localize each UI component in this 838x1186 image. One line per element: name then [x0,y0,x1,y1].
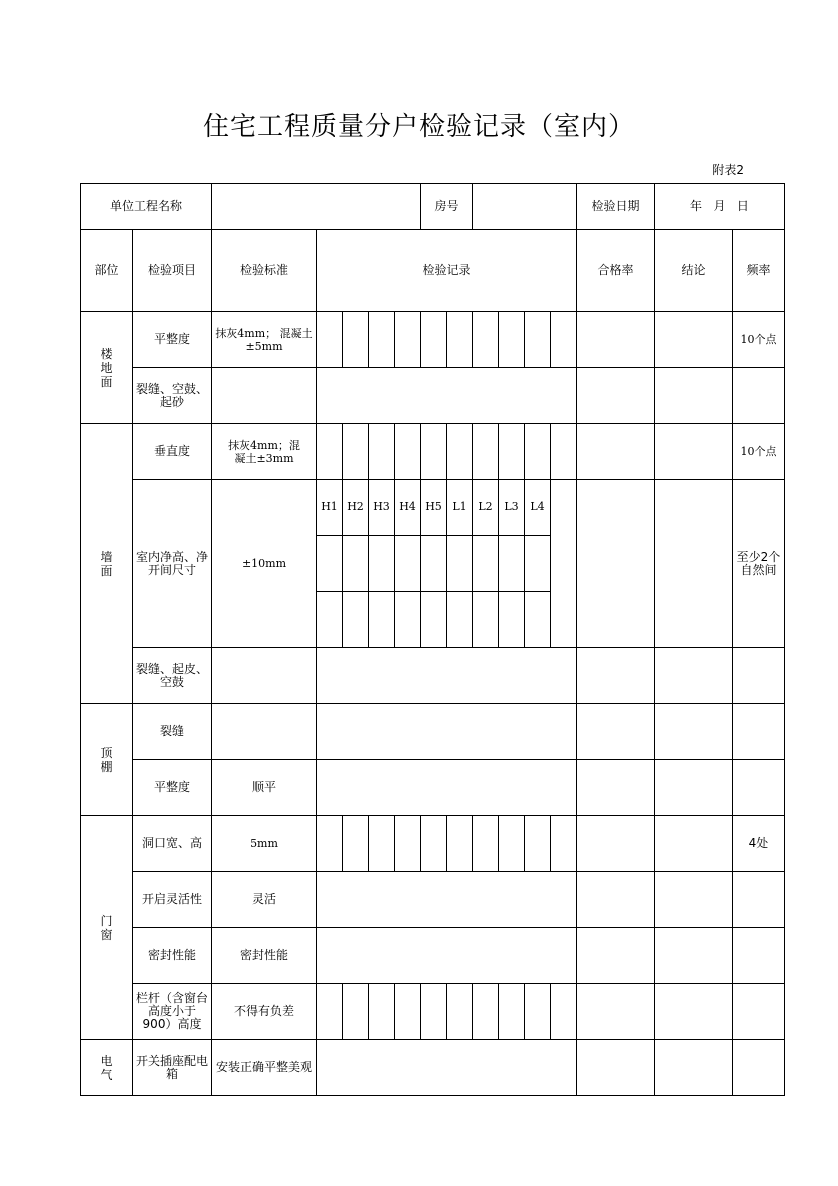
record-cell[interactable] [317,536,343,592]
frequency-wall-height: 至少2个自然间 [733,480,785,648]
conclusion-cell[interactable] [655,1040,733,1096]
record-cell[interactable] [499,984,525,1040]
subheader-h1: H1 [317,480,343,536]
item-floor-flatness: 平整度 [133,312,212,368]
record-cell[interactable] [551,816,577,872]
record-cell[interactable] [369,984,395,1040]
record-cell[interactable] [525,984,551,1040]
standard-door-sealing: 密封性能 [212,928,317,984]
frequency-cell [733,872,785,928]
standard-door-railing: 不得有负差 [212,984,317,1040]
record-cell[interactable] [499,816,525,872]
conclusion-cell[interactable] [655,480,733,648]
record-cell[interactable] [551,312,577,368]
record-cell[interactable] [421,312,447,368]
frequency-door-opening: 4处 [733,816,785,872]
item-wall-vertical: 垂直度 [133,424,212,480]
frequency-wall-vertical: 10个点 [733,424,785,480]
conclusion-cell[interactable] [655,424,733,480]
record-cell[interactable] [447,424,473,480]
form-title: 住宅工程质量分户检验记录（室内） [202,112,635,142]
record-cell[interactable] [317,928,577,984]
col-item: 检验项目 [133,230,212,312]
record-cell[interactable] [369,816,395,872]
subheader-h5: H5 [421,480,447,536]
record-cell[interactable] [447,312,473,368]
table-row [81,928,785,984]
record-cell[interactable] [395,592,421,648]
rate-cell[interactable] [577,1040,655,1096]
record-cell[interactable] [473,592,499,648]
standard-electric-switch: 安装正确平整美观 [212,1040,317,1096]
item-door-flexibility: 开启灵活性 [133,872,212,928]
table-row [81,480,785,536]
record-cell[interactable] [551,984,577,1040]
col-standard: 检验标准 [212,230,317,312]
record-cell[interactable] [395,984,421,1040]
record-cell[interactable] [525,816,551,872]
record-cell[interactable] [317,872,577,928]
rate-cell[interactable] [577,984,655,1040]
standard-floor-flatness: 抹灰4mm； 混凝土±5mm [212,312,317,368]
record-cell[interactable] [473,984,499,1040]
record-cell[interactable] [343,816,369,872]
record-cell[interactable] [499,536,525,592]
table-row [81,368,785,424]
col-record: 检验记录 [317,230,577,312]
standard-ceiling-flatness: 顺平 [212,760,317,816]
frequency-cell [733,648,785,704]
record-cell[interactable] [317,312,343,368]
table-row [81,648,785,704]
frequency-cell [733,984,785,1040]
table-row [81,424,785,480]
standard-door-opening: 5mm [212,816,317,872]
record-cell[interactable] [551,536,577,592]
frequency-cell [733,368,785,424]
item-ceiling-flatness: 平整度 [133,760,212,816]
record-cell[interactable] [343,536,369,592]
record-cell[interactable] [317,704,577,760]
record-cell[interactable] [551,592,577,648]
record-cell[interactable] [369,312,395,368]
rate-cell[interactable] [577,480,655,648]
frequency-cell [733,704,785,760]
item-wall-height: 室内净高、净开间尺寸 [133,480,212,648]
record-cell[interactable] [395,312,421,368]
record-cell[interactable] [499,424,525,480]
table-row [81,312,785,368]
column-header-row [81,230,785,312]
subheader-h3: H3 [369,480,395,536]
conclusion-cell[interactable] [655,704,733,760]
record-cell[interactable] [499,592,525,648]
record-cell[interactable] [551,480,577,536]
frequency-cell [733,928,785,984]
part-floor: 楼地面 [81,312,133,424]
frequency-floor-flatness: 10个点 [733,312,785,368]
inspection-table [80,183,785,1096]
record-cell[interactable] [369,536,395,592]
item-wall-crack: 裂缝、起皮、空鼓 [133,648,212,704]
table-row [81,760,785,816]
record-cell[interactable] [343,592,369,648]
date-label: 检验日期 [577,184,655,230]
record-cell[interactable] [525,592,551,648]
col-conclusion: 结论 [655,230,733,312]
record-cell[interactable] [447,536,473,592]
item-door-opening: 洞口宽、高 [133,816,212,872]
conclusion-cell[interactable] [655,928,733,984]
standard-cell [212,368,317,424]
item-door-sealing: 密封性能 [133,928,212,984]
item-electric-switch: 开关插座配电箱 [133,1040,212,1096]
record-cell[interactable] [447,592,473,648]
col-frequency: 频率 [733,230,785,312]
frequency-cell [733,1040,785,1096]
conclusion-cell[interactable] [655,760,733,816]
record-cell[interactable] [447,984,473,1040]
rate-cell[interactable] [577,368,655,424]
subheader-l2: L2 [473,480,499,536]
standard-wall-height: ±10mm [212,480,317,648]
room-field[interactable] [473,184,577,230]
project-label: 单位工程名称 [81,184,212,230]
record-cell[interactable] [395,536,421,592]
record-cell[interactable] [473,424,499,480]
part-doorwindow: 门窗 [81,816,133,1040]
conclusion-cell[interactable] [655,816,733,872]
part-ceiling: 顶棚 [81,704,133,816]
standard-door-flexibility: 灵活 [212,872,317,928]
part-wall: 墙面 [81,424,133,704]
table-row [81,872,785,928]
record-cell[interactable] [525,424,551,480]
col-rate: 合格率 [577,230,655,312]
record-cell[interactable] [551,424,577,480]
item-door-railing: 栏杆（含窗台高度小于900）高度 [133,984,212,1040]
rate-cell[interactable] [577,816,655,872]
conclusion-cell[interactable] [655,648,733,704]
item-floor-crack: 裂缝、空鼓、起砂 [133,368,212,424]
record-cell[interactable] [369,424,395,480]
record-cell[interactable] [447,816,473,872]
standard-cell [212,648,317,704]
record-cell[interactable] [421,816,447,872]
item-ceiling-crack: 裂缝 [133,704,212,760]
record-cell[interactable] [343,984,369,1040]
standard-wall-vertical: 抹灰4mm；混凝土±3mm [212,424,317,480]
record-cell[interactable] [395,424,421,480]
rate-cell[interactable] [577,704,655,760]
record-cell[interactable] [473,536,499,592]
frequency-cell [733,760,785,816]
col-part: 部位 [81,230,133,312]
record-cell[interactable] [317,816,343,872]
record-cell[interactable] [317,984,343,1040]
conclusion-cell[interactable] [655,312,733,368]
record-cell[interactable] [317,424,343,480]
rate-cell[interactable] [577,424,655,480]
table-row [81,816,785,872]
subheader-h4: H4 [395,480,421,536]
project-field[interactable] [212,184,421,230]
record-cell[interactable] [343,424,369,480]
standard-cell [212,704,317,760]
record-cell[interactable] [369,592,395,648]
header-row [81,184,785,230]
record-cell[interactable] [421,984,447,1040]
record-cell[interactable] [317,648,577,704]
subheader-l3: L3 [499,480,525,536]
rate-cell[interactable] [577,760,655,816]
rate-cell[interactable] [577,872,655,928]
record-cell[interactable] [343,312,369,368]
record-cell[interactable] [473,312,499,368]
record-cell[interactable] [525,312,551,368]
record-cell[interactable] [499,312,525,368]
conclusion-cell[interactable] [655,984,733,1040]
subheader-l1: L1 [447,480,473,536]
rate-cell[interactable] [577,648,655,704]
subheader-l4: L4 [525,480,551,536]
appendix-label: 附表2 [712,163,744,177]
record-cell[interactable] [525,536,551,592]
record-cell[interactable] [421,536,447,592]
table-row [81,984,785,1040]
record-cell[interactable] [317,592,343,648]
conclusion-cell[interactable] [655,872,733,928]
part-electric: 电气 [81,1040,133,1096]
table-row [81,1040,785,1096]
record-cell[interactable] [395,816,421,872]
conclusion-cell[interactable] [655,368,733,424]
record-cell[interactable] [421,424,447,480]
rate-cell[interactable] [577,312,655,368]
subheader-h2: H2 [343,480,369,536]
record-cell[interactable] [421,592,447,648]
record-cell[interactable] [473,816,499,872]
room-label: 房号 [421,184,473,230]
record-cell[interactable] [317,1040,577,1096]
table-row [81,704,785,760]
date-field[interactable]: 年 月 日 [655,184,785,230]
record-cell[interactable] [317,368,577,424]
rate-cell[interactable] [577,928,655,984]
record-cell[interactable] [317,760,577,816]
